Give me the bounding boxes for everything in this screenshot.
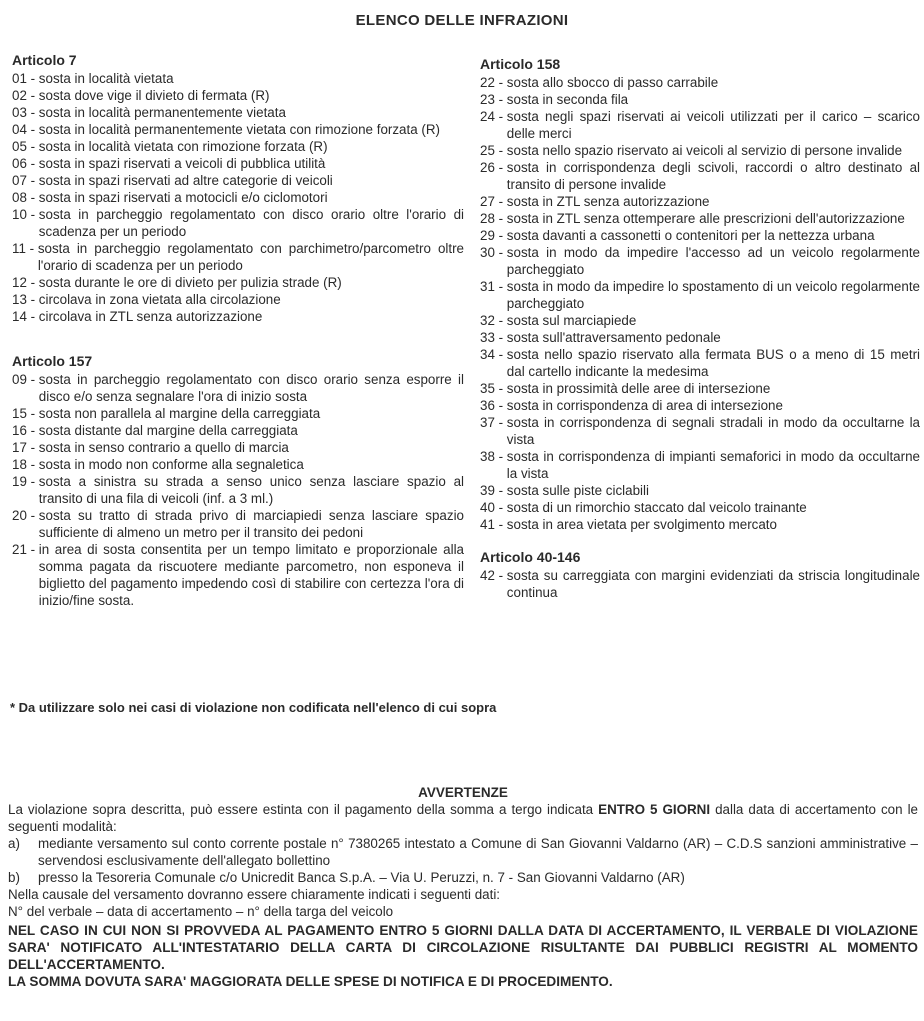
section-articolo-157 xyxy=(12,353,464,609)
infraction-code: 02 - xyxy=(12,88,39,103)
infraction-item xyxy=(480,482,920,499)
infraction-item xyxy=(480,567,920,601)
infraction-code: 12 - xyxy=(12,275,39,290)
infraction-code: 28 - xyxy=(480,211,507,226)
avvertenze-intro xyxy=(8,801,918,835)
infraction-text: sosta in spazi riservati a motocicli e/o ciclomotori xyxy=(38,190,328,205)
infraction-code: 34 - xyxy=(480,347,507,362)
infraction-item xyxy=(480,397,920,414)
infraction-code: 37 - xyxy=(480,415,507,430)
infraction-code: 22 - xyxy=(480,75,507,90)
infraction-text: sosta in parcheggio regolamentato con parchimetro/parcometro oltre l'orario di scadenza per un periodo xyxy=(37,241,464,273)
causale-text: Nella causale del versamento dovranno essere chiaramente indicati i seguenti dati: xyxy=(8,887,501,902)
infraction-text: sosta in parcheggio regolamentato con disco orario senza esporre il disco e/o senza segnalare l'ora di inizio sosta xyxy=(38,372,464,404)
infraction-text: sosta in spazi riservati a veicoli di pubblica utilità xyxy=(38,156,326,171)
infraction-text: sosta in spazi riservati ad altre categorie di veicoli xyxy=(38,173,333,188)
infraction-text: sosta nello spazio riservato alla fermata BUS o a meno di 15 metri dal cartello indicante la medesima xyxy=(506,347,920,379)
infraction-code: 15 - xyxy=(12,406,39,421)
page-title: ELENCO DELLE INFRAZIONI xyxy=(355,12,569,29)
infraction-item xyxy=(12,308,464,325)
deadline-text: ENTRO 5 GIORNI xyxy=(598,802,711,817)
infraction-item xyxy=(480,278,920,312)
infraction-item xyxy=(480,142,920,159)
intro-text: La violazione sopra descritta, può essere estinta con il pagamento della somma a tergo indicata xyxy=(8,802,599,817)
infraction-code: 01 - xyxy=(12,71,39,86)
infraction-text: sosta non parallela al margine della carreggiata xyxy=(38,406,321,421)
infraction-item xyxy=(480,227,920,244)
infraction-text: sosta in seconda fila xyxy=(506,92,629,107)
infraction-item xyxy=(480,414,920,448)
infraction-item xyxy=(480,91,920,108)
avvertenze-title: AVVERTENZE xyxy=(418,785,508,800)
infraction-text: sosta in parcheggio regolamentato con disco orario oltre l'orario di scadenza per un periodo xyxy=(38,207,464,239)
infraction-text: sosta in corrispondenza degli scivoli, raccordi o altro destinato al transito di persone invalide xyxy=(506,160,920,192)
infraction-text: sosta in area vietata per svolgimento mercato xyxy=(506,517,777,532)
infraction-text: sosta in ZTL senza ottemperare alle prescrizioni dell'autorizzazione xyxy=(506,211,905,226)
infraction-text: sosta distante dal margine della carreggiata xyxy=(38,423,298,438)
option-text: presso la Tesoreria Comunale c/o Unicredit Banca S.p.A. – Via U. Peruzzi, n. 7 - San Giovanni Valdarno (AR) xyxy=(38,870,685,885)
option-letter: b) xyxy=(8,870,20,885)
infraction-text: sosta sulle piste ciclabili xyxy=(506,483,649,498)
infraction-code: 41 - xyxy=(480,517,507,532)
infraction-code: 19 - xyxy=(12,474,39,489)
infraction-item xyxy=(12,206,464,240)
section-heading: Articolo 40-146 xyxy=(480,549,581,565)
infraction-item xyxy=(12,70,464,87)
infraction-item xyxy=(12,87,464,104)
infraction-code: 18 - xyxy=(12,457,39,472)
infraction-code: 25 - xyxy=(480,143,507,158)
infraction-code: 23 - xyxy=(480,92,507,107)
infraction-text: sosta in località vietata xyxy=(38,71,174,86)
infraction-item xyxy=(12,371,464,405)
infraction-code: 21 - xyxy=(12,542,39,557)
payment-option-b xyxy=(8,869,918,886)
infraction-code: 03 - xyxy=(12,105,39,120)
infraction-code: 13 - xyxy=(12,292,39,307)
infraction-item xyxy=(12,189,464,206)
infraction-code: 09 - xyxy=(12,372,39,387)
infraction-text: sosta su tratto di strada privo di marciapiedi senza lasciare spazio sufficiente di almeno un metro per il transito dei pedoni xyxy=(38,508,464,540)
infraction-item xyxy=(480,346,920,380)
infraction-text: sosta di un rimorchio staccato dal veicolo trainante xyxy=(506,500,807,515)
infraction-text: sosta a sinistra su strada a senso unico senza lasciare spazio al transito di una fila di veicoli (inf. a 3 ml.) xyxy=(38,474,464,506)
infraction-code: 29 - xyxy=(480,228,507,243)
infraction-text: in area di sosta consentita per un tempo limitato e proporzionale alla somma pagata da riscuotere mediante parcometro, non esponeva il biglietto del pagamento impedendo così di stabilire con certezza l'ora di inizio/fine sosta. xyxy=(38,542,464,608)
infraction-code: 31 - xyxy=(480,279,507,294)
infraction-text: sosta in modo da impedire l'accesso ad un veicolo regolarmente parcheggiato xyxy=(506,245,920,277)
infraction-item xyxy=(12,473,464,507)
infraction-item xyxy=(480,329,920,346)
infraction-item xyxy=(480,159,920,193)
infraction-text: circolava in zona vietata alla circolazione xyxy=(38,292,281,307)
infraction-text: sosta sul marciapiede xyxy=(506,313,637,328)
infraction-item xyxy=(12,291,464,308)
infraction-text: sosta in corrispondenza di area di intersezione xyxy=(506,398,783,413)
infraction-code: 39 - xyxy=(480,483,507,498)
infraction-text: sosta in prossimità delle aree di intersezione xyxy=(506,381,771,396)
infraction-text: sosta in corrispondenza di impianti semaforici in modo da occultarne la vista xyxy=(506,449,920,481)
infraction-code: 20 - xyxy=(12,508,39,523)
infraction-text: sosta in ZTL senza autorizzazione xyxy=(506,194,710,209)
section-heading: Articolo 157 xyxy=(12,353,93,369)
section-articolo-158 xyxy=(480,56,920,533)
infraction-text: sosta nello spazio riservato ai veicoli al servizio di persone invalide xyxy=(506,143,903,158)
infraction-item xyxy=(12,439,464,456)
infraction-item xyxy=(12,507,464,541)
infraction-item xyxy=(480,312,920,329)
infraction-item xyxy=(12,104,464,121)
infraction-code: 36 - xyxy=(480,398,507,413)
infraction-text: sosta durante le ore di divieto per pulizia strade (R) xyxy=(38,275,342,290)
warning-notification: NEL CASO IN CUI NON SI PROVVEDA AL PAGAMENTO ENTRO 5 GIORNI DALLA DATA DI ACCERTAMENTO, IL VERBALE DI VIOLAZIONE SARA' NOTIFICATO ALL'INTESTATARIO DELLA CARTA DI CIRCOLAZIONE RISULTANTE DAI PUBBLICI REGISTRI AL MOMENTO DELL'ACCERTAMENTO. xyxy=(8,923,918,972)
infraction-item xyxy=(12,405,464,422)
option-text: mediante versamento sul conto corrente postale n° 7380265 intestato a Comune di San Giovanni Valdarno (AR) – C.D.S sanzioni amministrative – servendosi esclusivamente dell'allegato bollettino xyxy=(38,836,918,868)
causale-fields: N° del verbale – data di accertamento – n° della targa del veicolo xyxy=(8,904,394,919)
avvertenze-section xyxy=(8,784,918,990)
infraction-code: 08 - xyxy=(12,190,39,205)
infraction-code: 30 - xyxy=(480,245,507,260)
infraction-item xyxy=(480,244,920,278)
infraction-item xyxy=(12,274,464,291)
warning-surcharge: LA SOMMA DOVUTA SARA' MAGGIORATA DELLE SPESE DI NOTIFICA E DI PROCEDIMENTO. xyxy=(8,974,613,989)
infraction-item xyxy=(12,422,464,439)
infraction-text: sosta in modo non conforme alla segnaletica xyxy=(38,457,304,472)
infraction-item xyxy=(480,448,920,482)
section-articolo-40-146 xyxy=(480,549,920,601)
infraction-code: 05 - xyxy=(12,139,39,154)
infraction-item xyxy=(12,172,464,189)
infraction-text: sosta in modo da impedire lo spostamento di un veicolo regolarmente parcheggiato xyxy=(506,279,920,311)
section-heading: Articolo 7 xyxy=(12,52,77,68)
infraction-item xyxy=(480,210,920,227)
infraction-code: 17 - xyxy=(12,440,39,455)
infraction-code: 14 - xyxy=(12,309,39,324)
infraction-item xyxy=(480,499,920,516)
infraction-item xyxy=(12,121,464,138)
intro-text-end: dalla data di accertamento con le seguenti modalità: xyxy=(8,802,919,834)
infraction-item xyxy=(12,456,464,473)
infraction-item xyxy=(12,541,464,609)
infraction-text: sosta in località permanentemente vietata xyxy=(38,105,286,120)
infraction-code: 24 - xyxy=(480,109,507,124)
infraction-code: 06 - xyxy=(12,156,39,171)
left-column xyxy=(12,52,464,625)
infraction-code: 27 - xyxy=(480,194,507,209)
infraction-code: 33 - xyxy=(480,330,507,345)
infraction-code: 35 - xyxy=(480,381,507,396)
infraction-text: sosta in corrispondenza di segnali stradali in modo da occultarne la vista xyxy=(506,415,920,447)
infraction-text: sosta davanti a cassonetti o contenitori per la nettezza urbana xyxy=(506,228,875,243)
infraction-code: 07 - xyxy=(12,173,39,188)
infraction-item xyxy=(12,138,464,155)
option-letter: a) xyxy=(8,836,20,851)
infraction-code: 04 - xyxy=(12,122,39,137)
infraction-text: sosta dove vige il divieto di fermata (R) xyxy=(38,88,270,103)
infraction-item xyxy=(480,516,920,533)
infraction-text: sosta negli spazi riservati ai veicoli utilizzati per il carico – scarico delle merci xyxy=(506,109,920,141)
section-heading: Articolo 158 xyxy=(480,56,561,72)
payment-option-a xyxy=(8,835,918,869)
infraction-text: sosta sull'attraversamento pedonale xyxy=(506,330,721,345)
infraction-code: 38 - xyxy=(480,449,507,464)
footnote: * Da utilizzare solo nei casi di violazione non codificata nell'elenco di cui sopra xyxy=(10,700,497,715)
infraction-item xyxy=(12,240,464,274)
infraction-item xyxy=(12,155,464,172)
infraction-item xyxy=(480,108,920,142)
section-articolo-7 xyxy=(12,52,464,325)
infraction-text: sosta allo sbocco di passo carrabile xyxy=(506,75,719,90)
infraction-text: sosta in località permanentemente vietata con rimozione forzata (R) xyxy=(38,122,440,137)
infraction-code: 40 - xyxy=(480,500,507,515)
infraction-code: 32 - xyxy=(480,313,507,328)
infraction-item xyxy=(480,380,920,397)
infraction-item xyxy=(480,74,920,91)
infraction-code: 11 - xyxy=(12,241,38,256)
right-column xyxy=(480,56,920,617)
infraction-text: circolava in ZTL senza autorizzazione xyxy=(38,309,263,324)
infraction-code: 10 - xyxy=(12,207,39,222)
infraction-code: 16 - xyxy=(12,423,39,438)
infraction-text: sosta in senso contrario a quello di marcia xyxy=(38,440,289,455)
infraction-text: sosta in località vietata con rimozione forzata (R) xyxy=(38,139,328,154)
infraction-code: 42 - xyxy=(480,568,507,583)
infraction-code: 26 - xyxy=(480,160,507,175)
infraction-item xyxy=(480,193,920,210)
infraction-text: sosta su carreggiata con margini evidenziati da striscia longitudinale continua xyxy=(506,568,920,600)
